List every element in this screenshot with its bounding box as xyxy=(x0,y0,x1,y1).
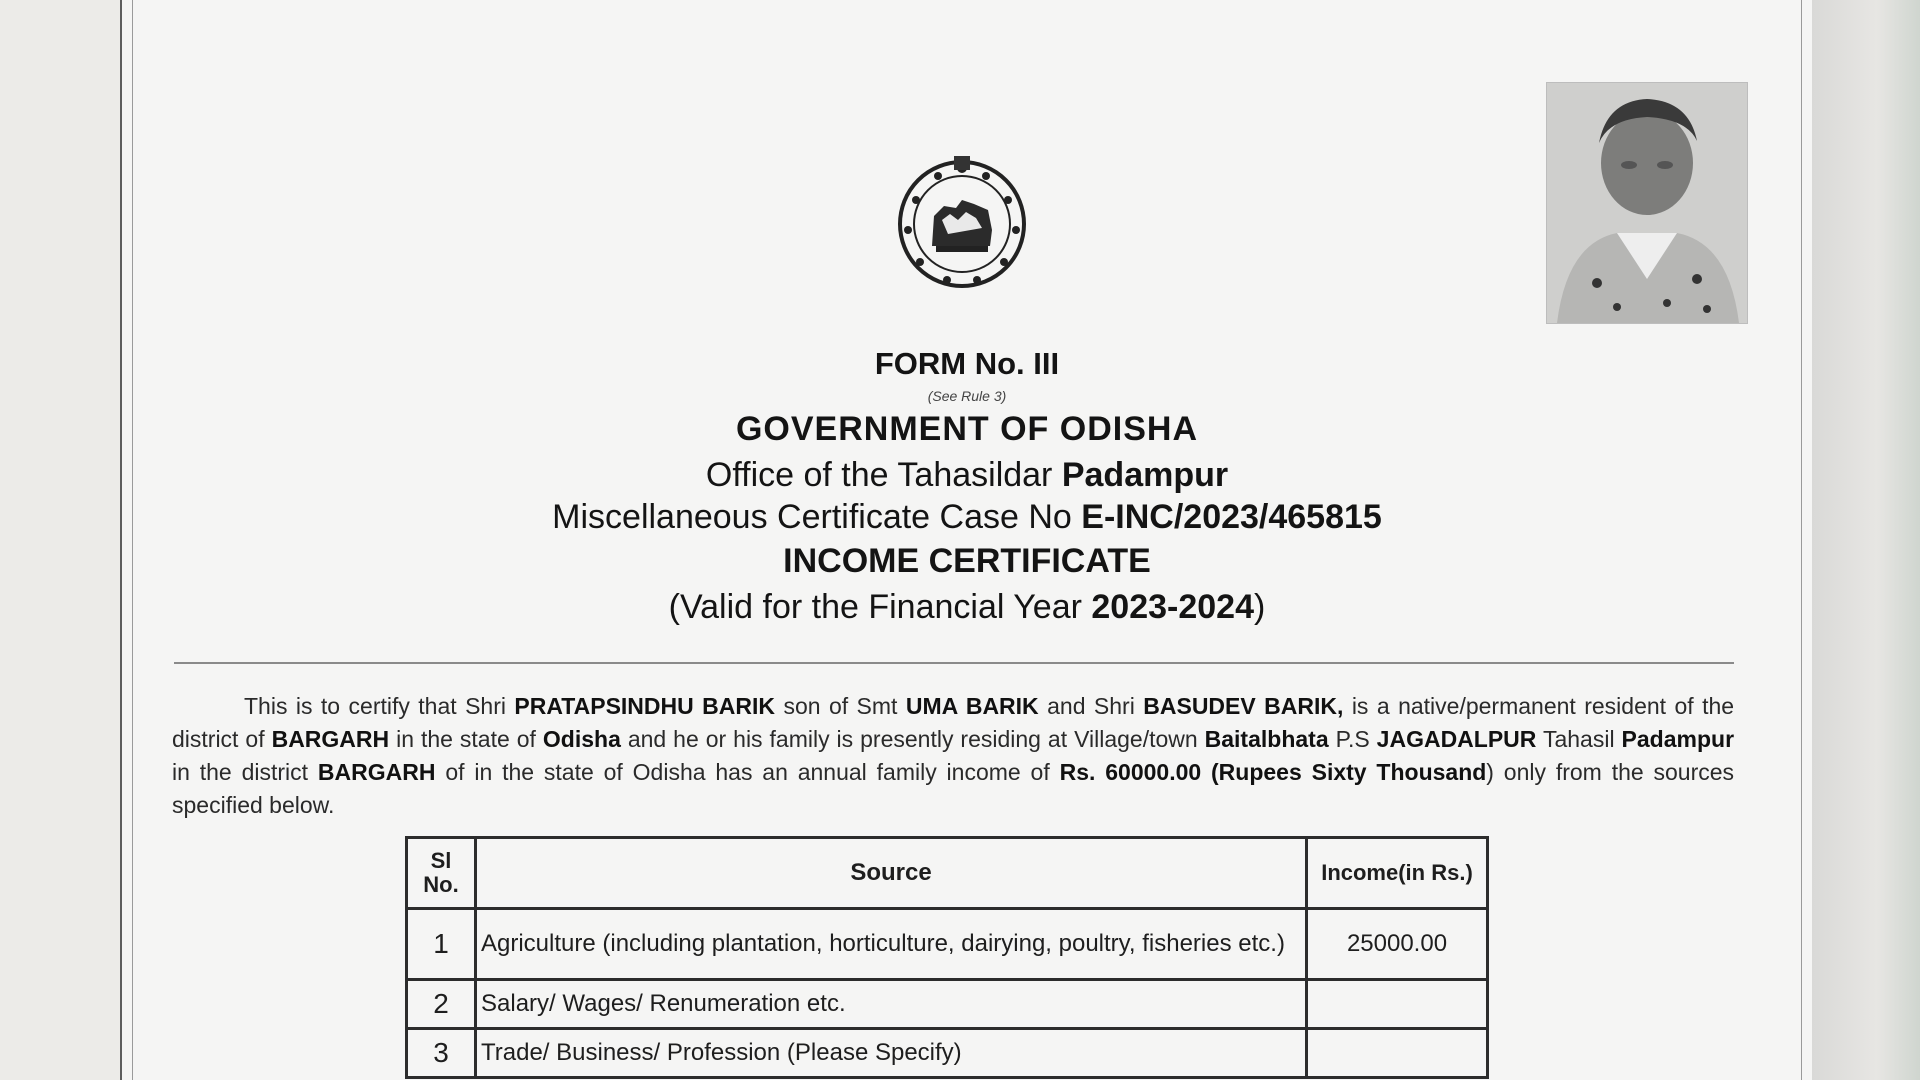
income-sources-table xyxy=(405,836,1489,1079)
header-income: Income(in Rs.) xyxy=(1307,838,1488,909)
background-edge xyxy=(1812,0,1920,1080)
table-row xyxy=(407,1029,1488,1078)
divider xyxy=(174,662,1734,664)
valid-suffix: ) xyxy=(1254,588,1266,626)
table-row xyxy=(407,909,1488,980)
row-sl: 2 xyxy=(407,980,476,1029)
applicant-photo xyxy=(1546,82,1748,324)
government-heading: GOVERNMENT OF ODISHA xyxy=(735,410,1199,448)
mother-name: UMA BARIK xyxy=(905,693,1039,719)
para-text-8: Tahasil xyxy=(1542,726,1615,752)
case-prefix: Miscellaneous Certificate Case No xyxy=(552,498,1072,536)
district-name-2: BARGARH xyxy=(317,759,436,785)
valid-prefix: (Valid for the Financial Year xyxy=(668,588,1082,626)
certificate-title: INCOME CERTIFICATE xyxy=(783,542,1151,580)
para-text-3: and Shri xyxy=(1047,693,1135,719)
para-text-4: is a native/permanent resident of the district of xyxy=(172,693,1735,752)
row-source: Trade/ Business/ Profession (Please Specify) xyxy=(476,1029,1307,1078)
row-income: 25000.00 xyxy=(1307,909,1488,980)
certification-paragraph xyxy=(172,690,1734,822)
certificate-page xyxy=(120,0,1814,1080)
district-name: BARGARH xyxy=(271,726,390,752)
state-name: Odisha xyxy=(542,726,621,752)
validity-line xyxy=(122,588,1812,627)
office-name: Padampur xyxy=(1061,456,1229,494)
table-header-row xyxy=(407,838,1488,909)
row-sl: 3 xyxy=(407,1029,476,1078)
row-source: Agriculture (including plantation, horticulture, dairying, poultry, fisheries etc.) xyxy=(476,909,1307,980)
para-text-5: in the state of xyxy=(396,726,536,752)
para-text-1: This is to certify that Shri xyxy=(244,693,506,719)
form-number: FORM No. III xyxy=(874,346,1060,381)
para-text-9: in the district xyxy=(172,759,309,785)
tahasil-name: Padampur xyxy=(1621,726,1735,752)
person-name: PRATAPSINDHU BARIK xyxy=(514,693,775,719)
village-name: Baitalbhata xyxy=(1204,726,1329,752)
row-income xyxy=(1307,980,1488,1029)
para-text-6: and he or his family is presently residing at Village/town xyxy=(627,726,1198,752)
office-prefix: Office of the Tahasildar xyxy=(705,456,1053,494)
form-rule-note: (See Rule 3) xyxy=(927,388,1007,404)
income-amount: Rs. 60000.00 (Rupees Sixty Thousand xyxy=(1059,759,1487,785)
para-text-10: of in the state of Odisha has an annual family income of xyxy=(445,759,1050,785)
table-row xyxy=(407,980,1488,1029)
odisha-emblem-icon xyxy=(892,150,1032,290)
row-sl: 1 xyxy=(407,909,476,980)
case-number: E-INC/2023/465815 xyxy=(1081,498,1382,536)
row-source: Salary/ Wages/ Renumeration etc. xyxy=(476,980,1307,1029)
father-name: BASUDEV BARIK, xyxy=(1143,693,1344,719)
header-sl-no: Sl No. xyxy=(407,838,476,909)
office-line xyxy=(122,456,1812,495)
case-line xyxy=(122,498,1812,537)
para-text-7: P.S xyxy=(1335,726,1370,752)
header-source: Source xyxy=(476,838,1307,909)
para-text-2: son of Smt xyxy=(783,693,898,719)
valid-year: 2023-2024 xyxy=(1091,588,1254,626)
para-text-11: ) only from the sources specified below. xyxy=(172,759,1735,818)
police-station: JAGADALPUR xyxy=(1376,726,1537,752)
row-income xyxy=(1307,1029,1488,1078)
